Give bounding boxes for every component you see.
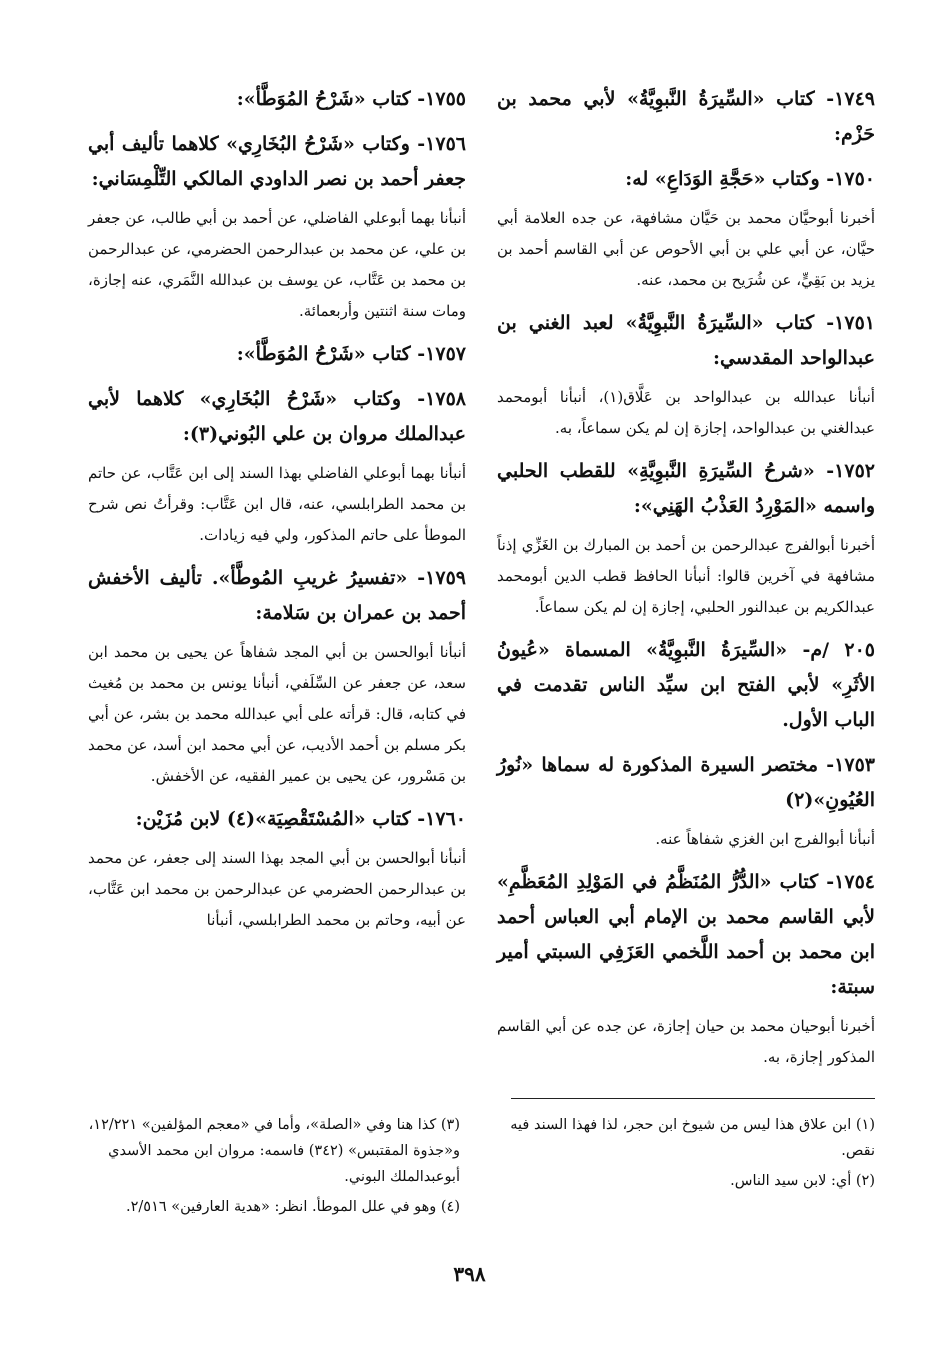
entry-body: أنبأنا أبوالحسن بن أبي المجد شفاهاً عن يحيى بن محمد ابن سعد، عن جعفر عن السِّلَفي، أنبأنا يونس بن محمد بن مُغيث في كتابه، قال: قرأته على أبي عبدالله محمد بن بشر، عن أبي بكر مسلم بن أحمد الأديب، عن أبي محمد ابن أسد، عن محمد بن مَسْرور، عن يحيى بن عمير الفقيه، عن الأخفش. (88, 643, 466, 785)
entry-1753 (497, 748, 875, 855)
entry-heading: ٢٠٥ /م- «السِّيرَةُ النَّبوِيَّةُ» المسماة «عُيونُ الأثَرِ» لأبي الفتح ابن سيِّد الناس تقدمت في الباب الأول. (497, 639, 875, 731)
entry-heading: ١٧٥٦- وكتاب «شَرْحُ البُخَارِي» كلاهما تأليف أبي جعفر أحمد بن نصر الداودي المالكي التِّلْمِسَاني: (88, 133, 466, 190)
page-number: ٣٩٨ (453, 1262, 486, 1286)
right-column (497, 82, 875, 1083)
entry-1760 (88, 802, 466, 936)
footnote-4: (٤) وهو في علل الموطأ. انظر: «هدية العارفين» ٢/٥١٦. (126, 1199, 460, 1215)
entry-body: أخبرنا أبوالفرج عبدالرحمن بن أحمد بن المبارك بن الغَزِّي إذناً مشافهة في آخرين قالوا: أنبأنا الحافظ قطب الدين أبومحمد عبدالكريم بن عبدالنور الحلبي، إجازة إن لم يكن سماعاً. (497, 536, 875, 616)
entry-body: أنبأنا أبوالحسن بن أبي المجد بهذا السند إلى جعفر، عن محمد بن عبدالرحمن الحضرمي عن عبدالرحمن بن محمد ابن عَتَّاب، عن أبيه، وحاتم بن محمد الطرابلسي، أنبأنا (88, 849, 466, 929)
entry-1749 (497, 82, 875, 152)
entry-heading: ١٧٥٤- كتاب «الدُّرُّ المُنَظَّمُ في المَوْلِدِ المُعَظَّمِ» لأبي القاسم محمد بن الإمام أبي العباس أحمد ابن محمد بن أحمد اللَّخمي العَزَفِي السبتي أمير سبتة: (497, 871, 875, 998)
entry-1752 (497, 454, 875, 623)
entry-heading: ١٧٦٠- كتاب «المُسْتَقْصِيَة»(٤) لابن مُزَيْن: (135, 808, 466, 830)
entry-body: أخبرنا أبوحيان محمد بن حيان إجازة، عن جده عن أبي القاسم المذكور إجازة، به. (497, 1017, 875, 1066)
entry-1754 (497, 865, 875, 1073)
entry-body: أخبرنا أبوحيَّان محمد بن حَيَّان مشافهة، عن جده العلامة أبي حيَّان، عن أبي علي بن أبي الأحوص عن أبي القاسم أحمد بن يزيد بن بَقِيٍّ، عن شُرَيح بن محمد، عنه. (497, 209, 875, 289)
footnote-divider (511, 1098, 875, 1099)
entry-heading: ١٧٥٨- وكتاب «شَرْحُ البُخَارِي» كلاهما لأبي عبدالملك مروان بن علي البُوني(٣): (88, 388, 466, 445)
entry-1755 (88, 82, 466, 117)
footnotes-left (88, 1112, 460, 1224)
entry-205 (497, 633, 875, 738)
entry-1750 (497, 162, 875, 296)
entry-heading: ١٧٥٠- وكتاب «حَجَّةِ الوَدَاعِ» له: (625, 168, 875, 190)
entry-1756 (88, 127, 466, 327)
footnote-2: (٢) أي: لابن سيد الناس. (730, 1173, 875, 1189)
entry-1758 (88, 382, 466, 551)
entry-heading: ١٧٤٩- كتاب «السِّيرَةُ النَّبوِيَّةُ» لأبي محمد بن حَزْم: (497, 88, 875, 145)
entry-heading: ١٧٥٩- «تفسيرُ غريبِ المُوطَّأ». تأليف الأخفش أحمد بن عمران بن سَلامة: (88, 567, 466, 624)
entry-1751 (497, 306, 875, 444)
entry-heading: ١٧٥٧- كتاب «شَرْحُ المُوَطَّأ»: (236, 343, 466, 365)
entry-1757 (88, 337, 466, 372)
entry-body: أنبأنا بهما أبوعلي الفاضلي بهذا السند إلى ابن عَتَّاب، عن حاتم بن محمد الطرابلسي، عنه، قال ابن عَتَّاب: وقرأتُ نص شرح الموطأ على حاتم المذكور، ولي فيه زيادات. (88, 464, 466, 544)
entry-heading: ١٧٥٢- «شرحُ السِّيرَةِ النَّبوِيَّةِ» للقطب الحلبي واسمه «المَوْرِدُ العَذْبُ الهَنِي»: (497, 460, 875, 517)
footnote-3: (٣) كذا هنا وفي «الصلة»، وأما في «معجم المؤلفين» ١٢/٢٢١، و«جذوة المقتبس» (٣٤٢) فاسمه: مروان ابن محمد الأسدي أبوعبدالملك البوني. (88, 1117, 460, 1185)
entry-body: أنبأنا أبوالفرج ابن الغزي شفاهاً عنه. (655, 830, 875, 848)
entry-heading: ١٧٥٣- مختصر السيرة المذكورة له سماها «نُورُ العُيُونِ»(٢) (497, 754, 875, 811)
entry-body: أنبأنا عبدالله بن عبدالواحد بن عَلَّاق(١)، أنبأنا أبومحمد عبدالغني بن عبدالواحد، إجازة إن لم يكن سماعاً، به. (497, 388, 875, 437)
entry-heading: ١٧٥٥- كتاب «شَرْحُ المُوَطَّأ»: (236, 88, 466, 110)
left-column (88, 82, 466, 946)
footnote-1: (١) ابن علاق هذا ليس من شيوخ ابن حجر، لذا فهذا السند فيه نقص. (510, 1117, 875, 1159)
entry-1759 (88, 561, 466, 792)
entry-body: أنبأنا بهما أبوعلي الفاضلي، عن أحمد بن أبي طالب، عن جعفر بن علي، عن محمد بن عبدالرحمن الحضرمي، عن عبدالرحمن بن محمد بن عَتَّاب، عن يوسف بن عبدالله النَّمَري، عنه إجازة، ومات سنة اثنتين وأربعمائة. (88, 209, 466, 320)
entry-heading: ١٧٥١- كتاب «السِّيرَةُ النَّبوِيَّةُ» لعبد الغني بن عبدالواحد المقدسي: (497, 312, 875, 369)
footnotes-right (503, 1112, 875, 1198)
